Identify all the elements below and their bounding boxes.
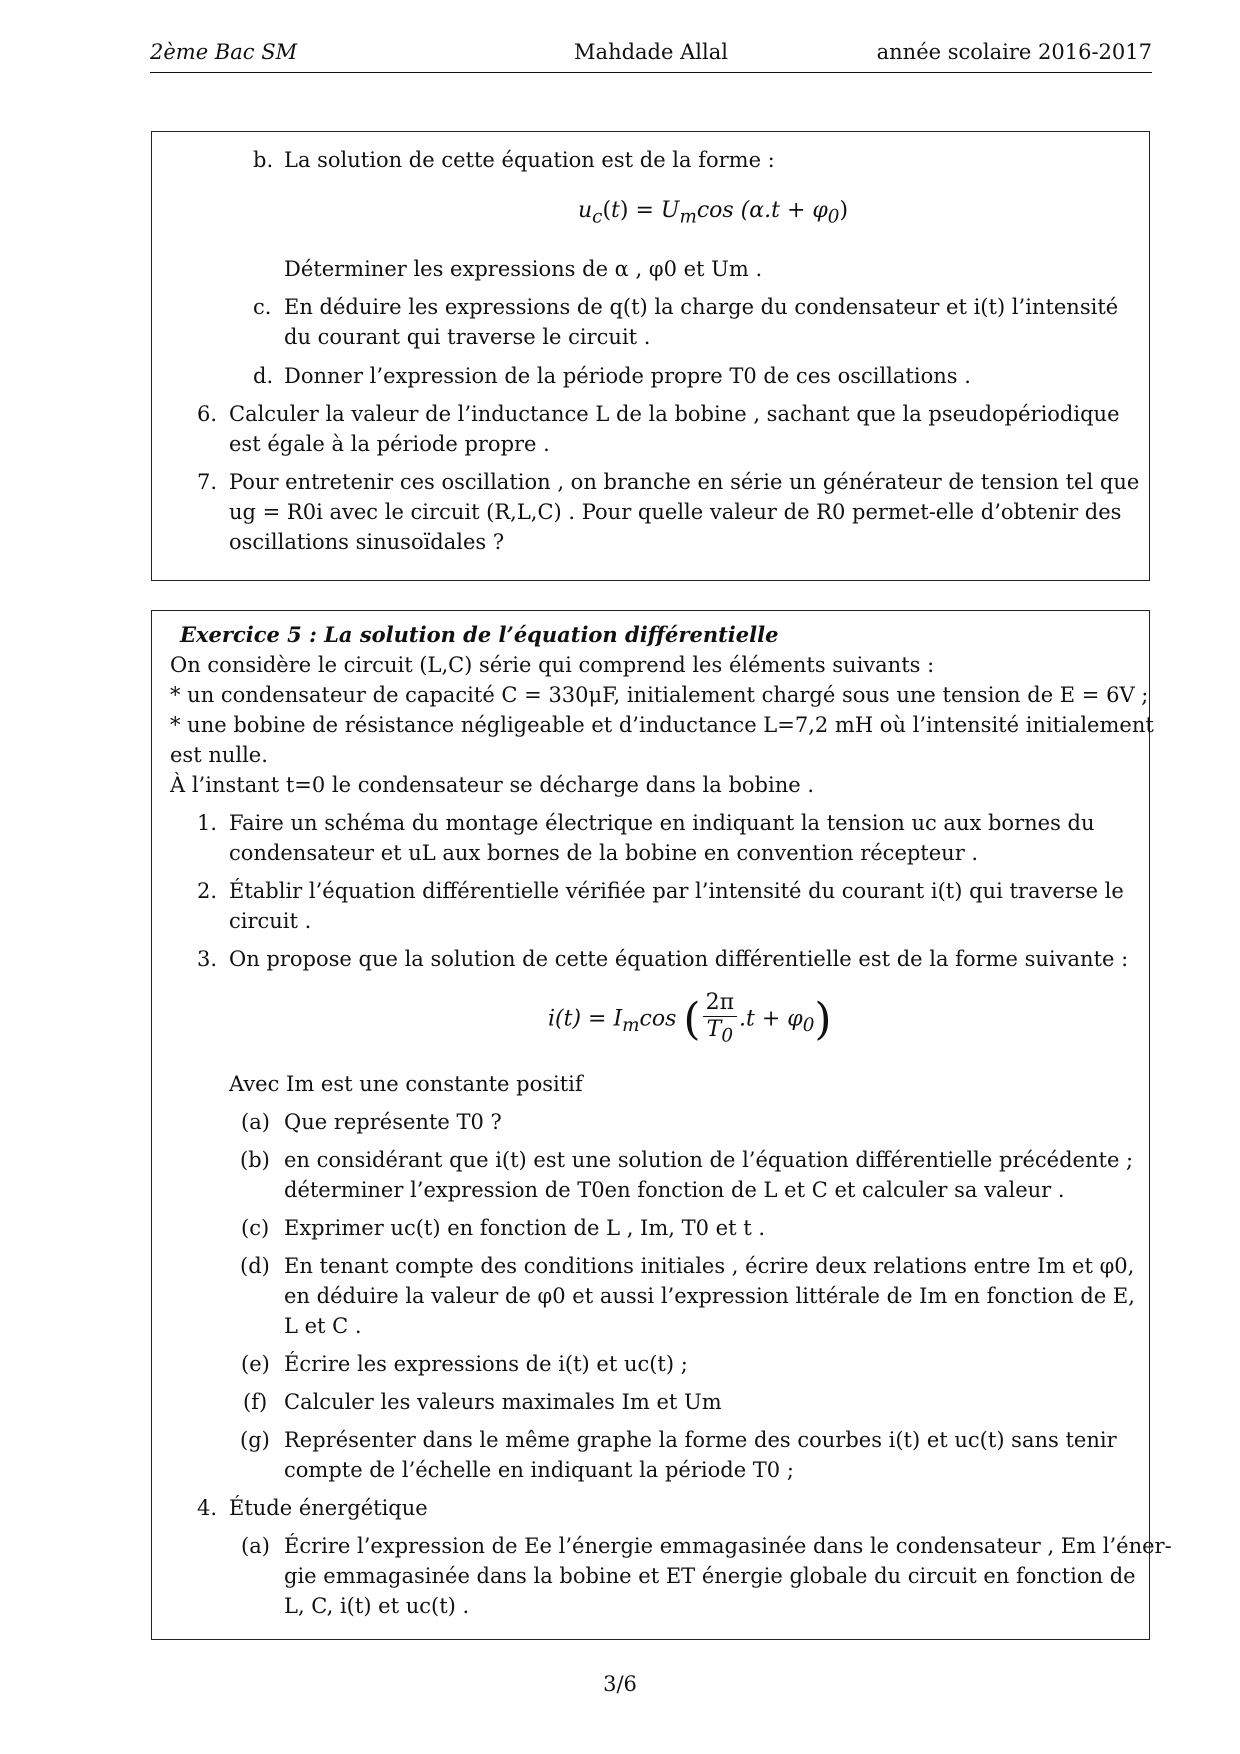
page-header [150, 36, 1152, 72]
equation-it: $i(t) = I_m\cos$ ( $\frac{2\pi}{T_0}$ $.t + \varphi_0$) [548, 990, 832, 1047]
intro-text: On considère le circuit (L,C) série qui comprend les éléments suivants : [170, 653, 935, 677]
subitem-text: Représenter dans le même graphe la forme des courbes i(t) et uc(t) sans tenir [284, 1428, 1117, 1452]
item-label: c. [253, 295, 272, 319]
question-text: Étude énergétique [229, 1496, 428, 1520]
subitem-text: en déduire la valeur de φ0 et aussi l’expression littérale de Im en fonction de E, [284, 1284, 1135, 1308]
question-number: 2. [197, 879, 218, 903]
header-year: année scolaire 2016-2017 [876, 40, 1152, 64]
question-text: On propose que la solution de cette équation différentielle est de la forme suivante : [229, 947, 1129, 971]
subitem-text: L, C, i(t) et uc(t) . [284, 1594, 470, 1618]
intro-text: est nulle. [170, 743, 268, 767]
subitem-text: Que représente T0 ? [284, 1110, 502, 1134]
item-text: Donner l’expression de la période propre T0 de ces oscillations . [284, 364, 971, 388]
question-text: Faire un schéma du montage électrique en indiquant la tension uc aux bornes du [229, 811, 1095, 835]
question-number: 6. [197, 402, 218, 426]
subitem-label: (e) [241, 1352, 270, 1376]
subitem-text: Écrire l’expression de Ee l’énergie emmagasinée dans le condensateur , Em l’éner- [284, 1534, 1172, 1558]
item-text: du courant qui traverse le circuit . [284, 325, 651, 349]
determine-text: Déterminer les expressions de α , φ0 et Um . [284, 257, 763, 281]
question-text: Calculer la valeur de l’inductance L de la bobine , sachant que la pseudopériodique [229, 402, 1120, 426]
subitem-label: (c) [241, 1216, 270, 1240]
item-text: En déduire les expressions de q(t) la charge du condensateur et i(t) l’intensité [284, 295, 1119, 319]
question-text: est égale à la période propre . [229, 432, 550, 456]
item-label: b. [253, 148, 274, 172]
intro-text: À l’instant t=0 le condensateur se décharge dans la bobine . [170, 773, 815, 797]
header-rule [150, 72, 1152, 73]
subitem-text: gie emmagasinée dans la bobine et ET énergie globale du circuit en fonction de [284, 1564, 1136, 1588]
subitem-text: Exprimer uc(t) en fonction de L , Im, T0 et t . [284, 1216, 765, 1240]
subitem-text: déterminer l’expression de T0en fonction de L et C et calculer sa valeur . [284, 1178, 1065, 1202]
header-class: 2ème Bac SM [150, 40, 298, 64]
question-number: 4. [197, 1496, 218, 1520]
subitem-label: (a) [241, 1534, 270, 1558]
question-text: circuit . [229, 909, 312, 933]
question-text: Pour entretenir ces oscillation , on branche en série un générateur de tension tel que [229, 470, 1140, 494]
equation-uc: $u_c(t) = U_m\cos$ $(\alpha.t + \varphi_0)$ [578, 198, 849, 228]
subitem-text: en considérant que i(t) est une solution de l’équation différentielle précédente ; [284, 1148, 1134, 1172]
item-text: La solution de cette équation est de la forme : [284, 148, 775, 172]
subitem-text: En tenant compte des conditions initiales , écrire deux relations entre Im et φ0, [284, 1254, 1135, 1278]
intro-text: * un condensateur de capacité C = 330μF, initialement chargé sous une tension de E = 6V ; [170, 683, 1149, 707]
subitem-label: (b) [240, 1148, 270, 1172]
question-text: Établir l’équation différentielle vérifiée par l’intensité du courant i(t) qui traverse le [229, 879, 1124, 903]
subitem-text: compte de l’échelle en indiquant la période T0 ; [284, 1458, 794, 1482]
question-text: oscillations sinusoïdales ? [229, 530, 505, 554]
item-label: d. [253, 364, 274, 388]
question-text: ug = R0i avec le circuit (R,L,C) . Pour quelle valeur de R0 permet-elle d’obtenir des [229, 500, 1122, 524]
page-number: 3/6 [603, 1672, 637, 1696]
subitem-label: (d) [240, 1254, 270, 1278]
subitem-text: L et C . [284, 1314, 362, 1338]
subitem-text: Calculer les valeurs maximales Im et Um [284, 1390, 722, 1414]
question-number: 3. [197, 947, 218, 971]
subitem-label: (g) [240, 1428, 270, 1452]
header-author: Mahdade Allal [574, 40, 728, 64]
question-number: 1. [197, 811, 218, 835]
exercise-title: Exercice 5 : La solution de l’équation différentielle [180, 622, 779, 647]
question-number: 7. [197, 470, 218, 494]
subitem-text: Écrire les expressions de i(t) et uc(t) ; [284, 1352, 688, 1376]
avec-text: Avec Im est une constante positif [229, 1072, 583, 1096]
subitem-label: (f) [243, 1390, 268, 1414]
subitem-label: (a) [241, 1110, 270, 1134]
intro-text: * une bobine de résistance négligeable et d’inductance L=7,2 mH où l’intensité initialement [170, 713, 1154, 737]
question-text: condensateur et uL aux bornes de la bobine en convention récepteur . [229, 841, 979, 865]
